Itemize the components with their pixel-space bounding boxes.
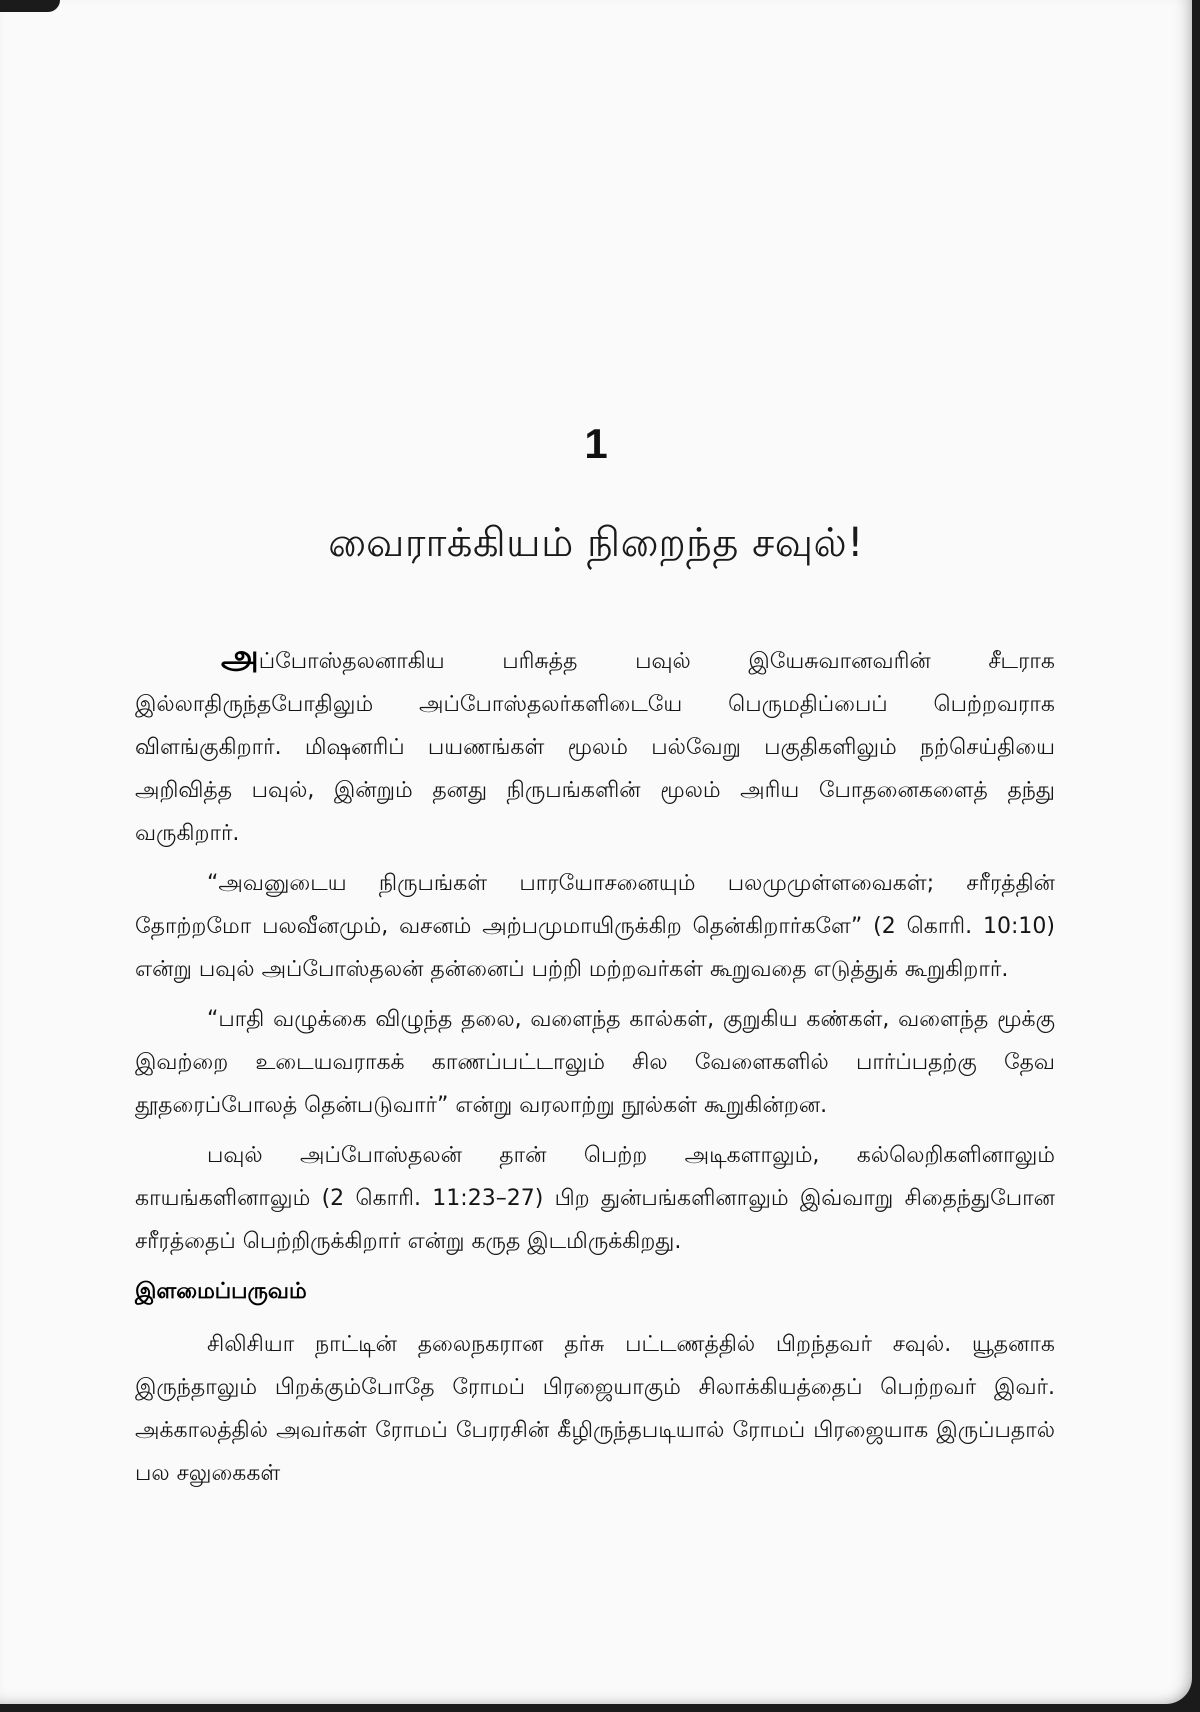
page-corner-shadow xyxy=(0,0,60,12)
chapter-title: வைராக்கியம் நிறைந்த சவுல்! xyxy=(328,520,864,566)
chapter-body xyxy=(135,636,1055,1502)
paragraph-intro-text: ப்போஸ்தலனாகிய பரிசுத்த பவுல் இயேசுவானவரின் சீடராக இல்லாதிருந்தபோதிலும் அப்போஸ்தலர்களிடையே பெருமதிப்பைப் பெற்றவராக விளங்குகிறார். மிஷனரிப் பயணங்கள் மூலம் பல்வேறு பகுதிகளிலும் நற்செய்தியை அறிவித்த பவுல், இன்றும் தனது நிருபங்களின் மூலம் அரிய போதனைகளைத் தந்து வருகிறார். xyxy=(135,649,1055,846)
drop-cap-letter: அ xyxy=(221,637,259,677)
paragraph-birthplace: சிலிசியா நாட்டின் தலைநகரான தர்சு பட்டணத்தில் பிறந்தவர் சவுல். யூதனாக இருந்தாலும் பிறக்கும்போதே ரோமப் பிரஜையாகும் சிலாக்கியத்தைப் பெற்றவர் இவர். அக்காலத்தில் அவர்கள் ரோமப் பேரரசின் கீழிருந்தபடியால் ரோமப் பிரஜையாக இருப்பதால் பல சலுகைகள் xyxy=(135,1332,1055,1486)
paragraph-quote-appearance: “பாதி வழுக்கை விழுந்த தலை, வளைந்த கால்கள், குறுகிய கண்கள், வளைந்த மூக்கு இவற்றை உடையவராகக் காணப்பட்டாலும் சில வேளைகளில் பார்ப்பதற்கு தேவ தூதரைப்போலத் தென்படுவார்” என்று வரலாற்று நூல்கள் கூறுகின்றன. xyxy=(135,1007,1055,1118)
paragraph-intro xyxy=(135,636,1055,855)
paragraph-quote-letters: “அவனுடைய நிருபங்கள் பாரயோசனையும் பலமுமுள்ளவைகள்; சரீரத்தின் தோற்றமோ பலவீனமும், வசனம் அற்பமுமாயிருக்கிற தென்கிறார்களே” (2 கொரி. 10:10) என்று பவுல் அப்போஸ்தலன் தன்னைப் பற்றி மற்றவர்கள் கூறுவதை எடுத்துக் கூறுகிறார். xyxy=(135,871,1055,982)
paragraph-sufferings: பவுல் அப்போஸ்தலன் தான் பெற்ற அடிகளாலும், கல்லெறிகளினாலும் காயங்களினாலும் (2 கொரி. 11:23–27) பிற துன்பங்களினாலும் இவ்வாறு சிதைந்துபோன சரீரத்தைப் பெற்றிருக்கிறார் என்று கருத இடமிருக்கிறது. xyxy=(135,1143,1055,1254)
section-heading-youth: இளமைப்பருவம் xyxy=(135,1279,307,1304)
chapter-number: 1 xyxy=(584,420,608,467)
